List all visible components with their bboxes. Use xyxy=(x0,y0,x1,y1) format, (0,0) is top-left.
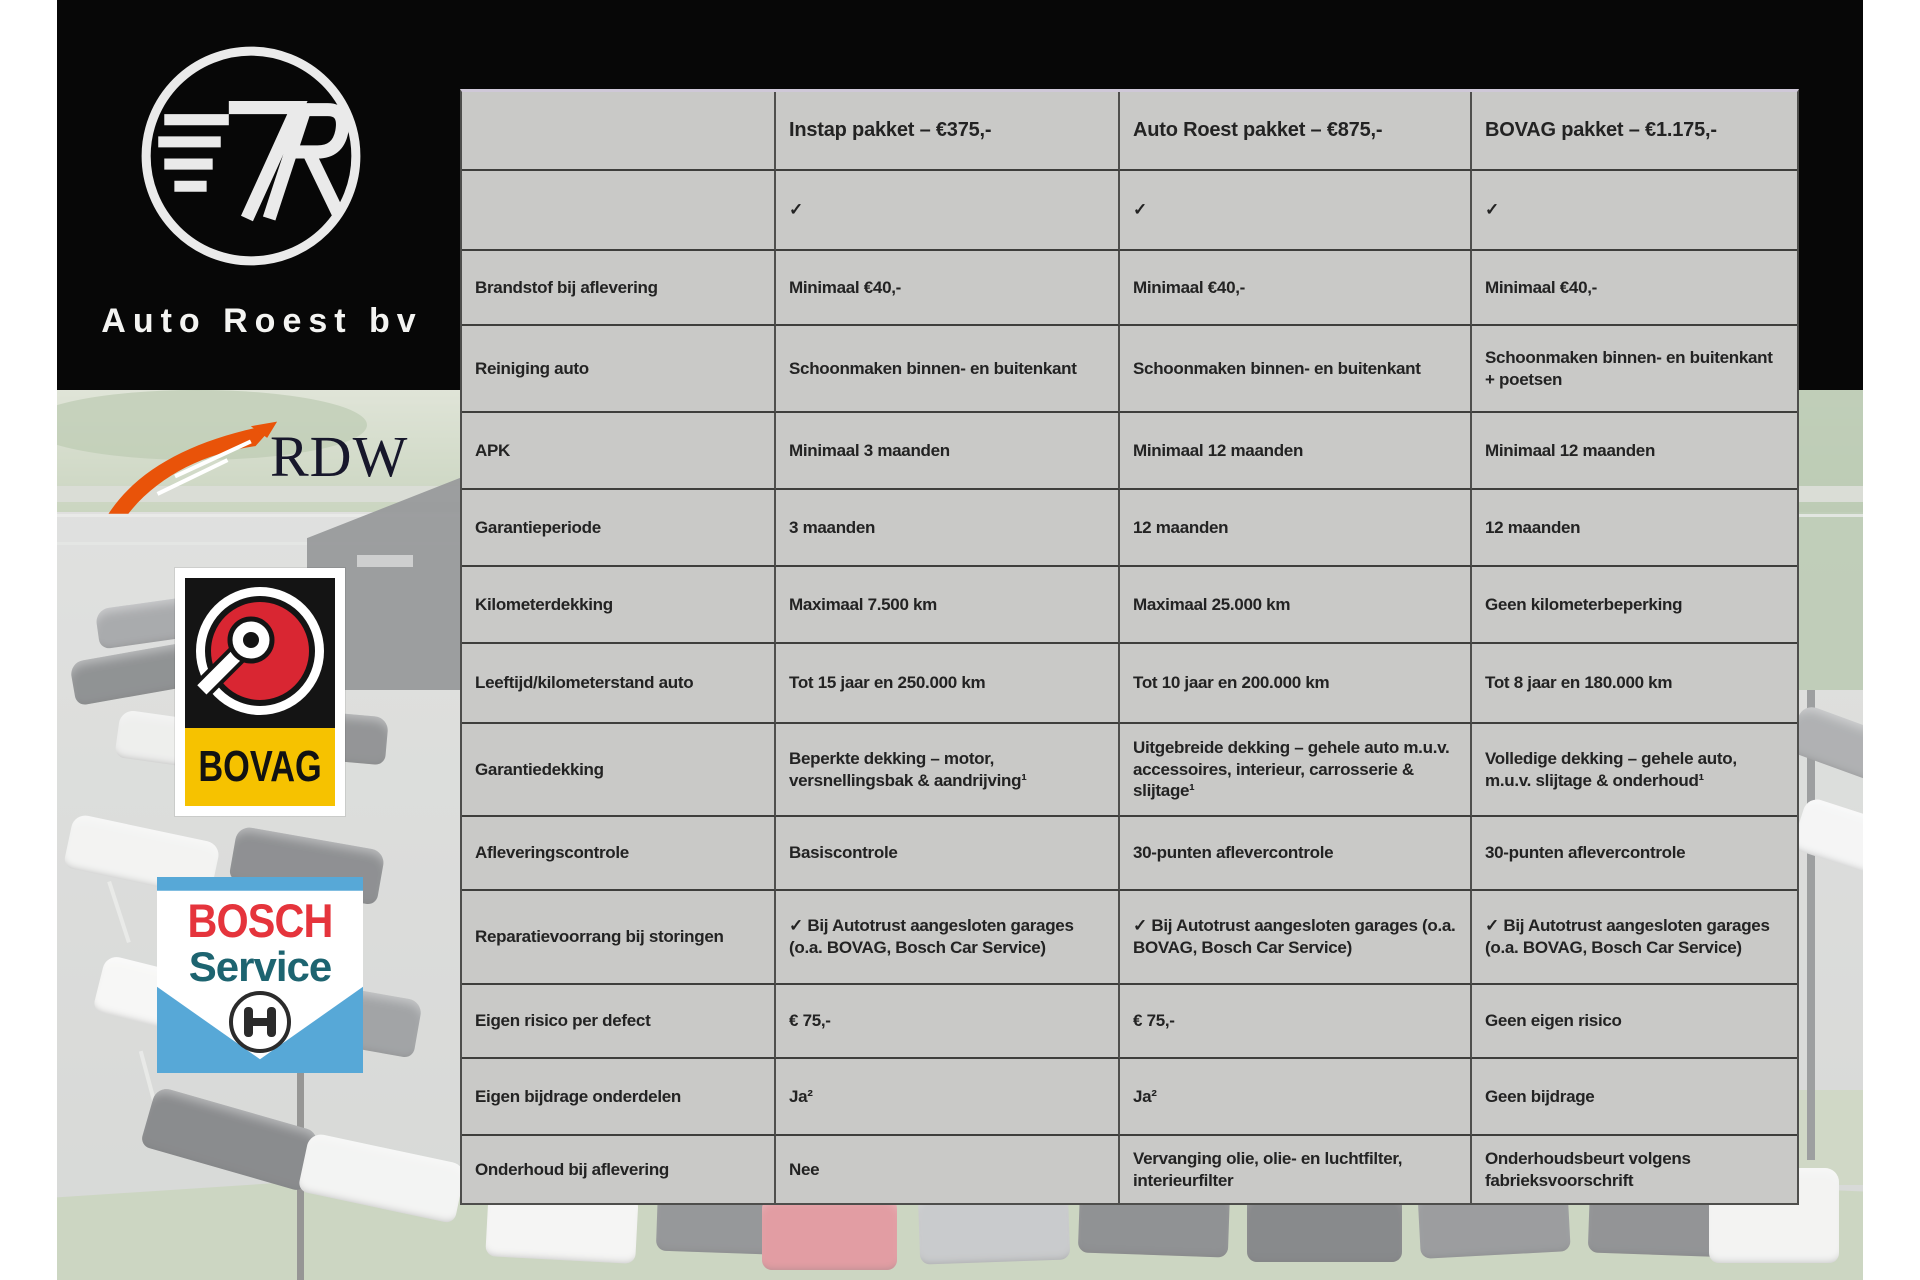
row-label: Reparatievoorrang bij storingen xyxy=(462,891,776,985)
table-cell: Tot 15 jaar en 250.000 km xyxy=(776,644,1120,724)
bovag-wordmark: BOVAG xyxy=(198,742,322,791)
table-cell: Minimaal €40,- xyxy=(1120,251,1472,326)
table-cell: Minimaal 3 maanden xyxy=(776,413,1120,490)
photo-car xyxy=(140,1086,321,1192)
table-cell: Minimaal 12 maanden xyxy=(1472,413,1797,490)
table-cell: Schoonmaken binnen- en buitenkant + poetsen xyxy=(1472,326,1797,413)
auto-roest-logo-icon xyxy=(130,34,372,278)
table-row xyxy=(462,567,1797,644)
table-cell: Minimaal €40,- xyxy=(776,251,1120,326)
bosch-armature-icon xyxy=(227,989,293,1055)
photo-lamp-post xyxy=(1807,690,1815,1160)
table-cell: Volledige dekking – gehele auto, m.u.v. slijtage & onderhoud¹ xyxy=(1472,724,1797,817)
rdw-eagle-icon xyxy=(105,420,280,520)
table-cell: Ja² xyxy=(776,1059,1120,1136)
table-row xyxy=(462,724,1797,817)
row-label xyxy=(462,171,776,251)
table-cell: ✓ Bij Autotrust aangesloten garages (o.a. BOVAG, Bosch Car Service) xyxy=(1472,891,1797,985)
table-cell: 12 maanden xyxy=(1120,490,1472,567)
table-cell: 30-punten aflevercontrole xyxy=(1472,817,1797,891)
table-cell: Basiscontrole xyxy=(776,817,1120,891)
brand-name: Auto Roest bv xyxy=(101,302,423,340)
table-row xyxy=(462,1136,1797,1203)
photo-parking-line xyxy=(107,881,131,943)
table-cell: Minimaal 12 maanden xyxy=(1120,413,1472,490)
bosch-service-wordmark: Service xyxy=(188,943,332,990)
bosch-wordmark: BOSCH xyxy=(187,894,333,947)
table-cell: Ja² xyxy=(1120,1059,1472,1136)
row-label: Leeftijd/kilometerstand auto xyxy=(462,644,776,724)
photo-car xyxy=(762,1195,897,1270)
table-row xyxy=(462,817,1797,891)
row-label: Brandstof bij aflevering xyxy=(462,251,776,326)
table-cell: Geen kilometerbeperking xyxy=(1472,567,1797,644)
table-row xyxy=(462,171,1797,251)
row-label: APK xyxy=(462,413,776,490)
table-cell: Tot 8 jaar en 180.000 km xyxy=(1472,644,1797,724)
table-cell: Beperkte dekking – motor, versnellingsbak & aandrijving¹ xyxy=(776,724,1120,817)
table-row xyxy=(462,251,1797,326)
table-cell: Geen bijdrage xyxy=(1472,1059,1797,1136)
check-icon: ✓ xyxy=(776,171,1120,251)
table-cell: Maximaal 7.500 km xyxy=(776,567,1120,644)
table-cell: € 75,- xyxy=(1120,985,1472,1059)
bovag-logo xyxy=(175,568,345,816)
row-label: Onderhoud bij aflevering xyxy=(462,1136,776,1203)
rdw-wordmark: RDW xyxy=(270,424,409,489)
table-cell: Nee xyxy=(776,1136,1120,1203)
row-label: Kilometerdekking xyxy=(462,567,776,644)
header-empty-cell xyxy=(462,92,776,171)
table-cell: ✓ Bij Autotrust aangesloten garages (o.a. BOVAG, Bosch Car Service) xyxy=(776,891,1120,985)
table-row xyxy=(462,644,1797,724)
row-label: Garantiedekking xyxy=(462,724,776,817)
table-row xyxy=(462,891,1797,985)
table-cell: Tot 10 jaar en 200.000 km xyxy=(1120,644,1472,724)
table-cell: € 75,- xyxy=(776,985,1120,1059)
row-label: Eigen bijdrage onderdelen xyxy=(462,1059,776,1136)
table-cell: Uitgebreide dekking – gehele auto m.u.v. accessoires, interieur, carrosserie & slijtage¹ xyxy=(1120,724,1472,817)
table-header-row xyxy=(462,92,1797,171)
table-cell: Onderhoudsbeurt volgens fabrieksvoorschrift xyxy=(1472,1136,1797,1203)
photo-car xyxy=(298,1132,467,1224)
header-bovag-pakket: BOVAG pakket – €1.175,- xyxy=(1472,92,1797,171)
table-cell: 30-punten aflevercontrole xyxy=(1120,817,1472,891)
header-auto-roest-pakket: Auto Roest pakket – €875,- xyxy=(1120,92,1472,171)
table-cell: Maximaal 25.000 km xyxy=(1120,567,1472,644)
row-label: Reiniging auto xyxy=(462,326,776,413)
photo-building-sign xyxy=(357,555,413,567)
row-label: Garantieperiode xyxy=(462,490,776,567)
table-row xyxy=(462,985,1797,1059)
table-cell: Schoonmaken binnen- en buitenkant xyxy=(776,326,1120,413)
table-cell: 12 maanden xyxy=(1472,490,1797,567)
rdw-logo xyxy=(105,415,425,525)
header-instap-pakket: Instap pakket – €375,- xyxy=(776,92,1120,171)
table-cell: Schoonmaken binnen- en buitenkant xyxy=(1120,326,1472,413)
package-comparison-table xyxy=(460,89,1799,1205)
row-label: Afleveringscontrole xyxy=(462,817,776,891)
table-cell: Minimaal €40,- xyxy=(1472,251,1797,326)
check-icon: ✓ xyxy=(1120,171,1472,251)
table-row xyxy=(462,413,1797,490)
table-cell: ✓ Bij Autotrust aangesloten garages (o.a. BOVAG, Bosch Car Service) xyxy=(1120,891,1472,985)
table-row xyxy=(462,490,1797,567)
table-row xyxy=(462,326,1797,413)
row-label: Eigen risico per defect xyxy=(462,985,776,1059)
bovag-band xyxy=(185,728,335,806)
photo-car xyxy=(1791,796,1863,879)
table-row xyxy=(462,1059,1797,1136)
bosch-service-logo xyxy=(157,877,363,1073)
check-icon: ✓ xyxy=(1472,171,1797,251)
table-cell: 3 maanden xyxy=(776,490,1120,567)
table-cell: Geen eigen risico xyxy=(1472,985,1797,1059)
table-cell: Vervanging olie, olie- en luchtfilter, interieurfilter xyxy=(1120,1136,1472,1203)
bovag-magnifier-icon xyxy=(185,578,335,728)
